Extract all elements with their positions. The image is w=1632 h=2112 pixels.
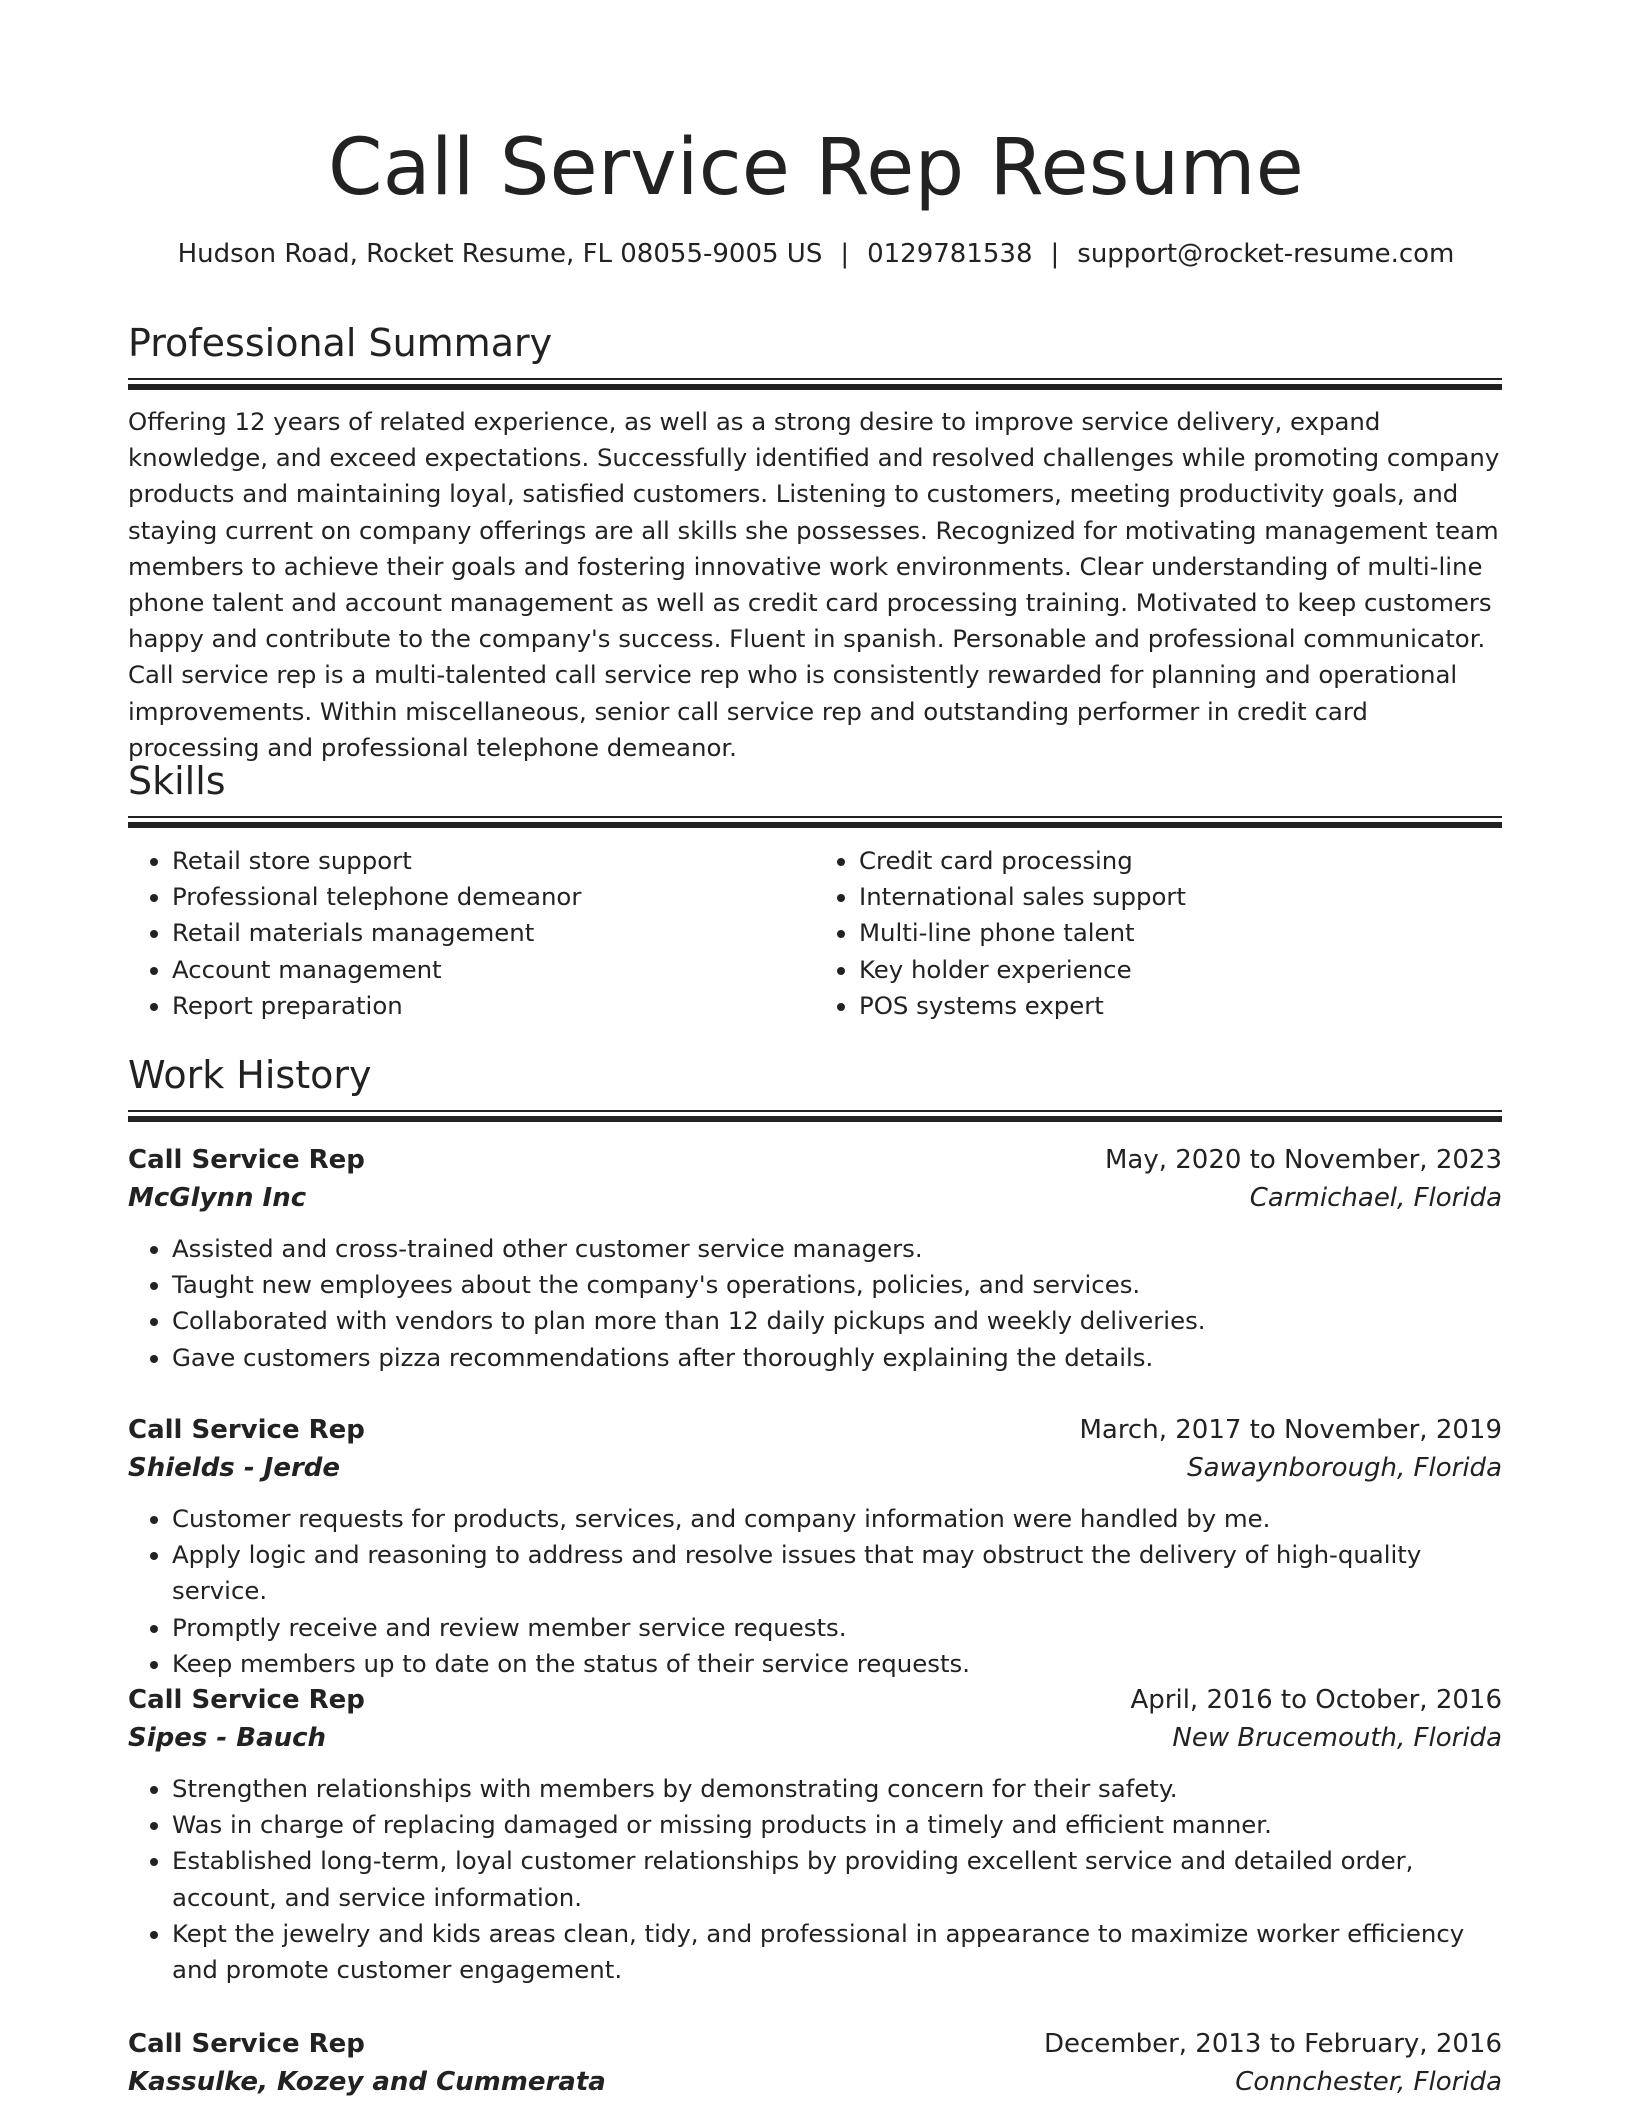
contact-line	[0, 236, 1632, 272]
job-title: Call Service Rep	[128, 1685, 365, 1715]
summary-section-header	[128, 318, 1502, 390]
skill-item: • Account management	[172, 952, 815, 988]
job-duties	[128, 1771, 1502, 1988]
job-dates: April, 2016 to October, 2016	[1130, 1685, 1502, 1715]
job-duty: • Kept the jewelry and kids areas clean, tidy, and professional in appearance to maximize worker efficiency and promote customer engagement.	[172, 1916, 1502, 1988]
job-entry	[128, 1141, 1502, 1376]
job-location: Carmichael, Florida	[1249, 1183, 1502, 1213]
job-company: Kassulke, Kozey and Cummerata	[128, 2067, 606, 2097]
skill-item: • Retail store support	[172, 843, 815, 879]
job-dates: December, 2013 to February, 2016	[1043, 2029, 1502, 2059]
skills-section-header	[128, 756, 1502, 828]
contact-phone: 0129781538	[867, 239, 1033, 269]
job-location: Connchester, Florida	[1235, 2067, 1502, 2097]
job-location: Sawaynborough, Florida	[1187, 1453, 1502, 1483]
section-divider	[128, 1116, 1502, 1122]
skills-column-right	[815, 843, 1502, 1024]
job-duty: • Apply logic and reasoning to address and resolve issues that may obstruct the delivery of high-quality service.	[172, 1537, 1502, 1609]
job-duty: • Keep members up to date on the status of their service requests.	[172, 1646, 1502, 1682]
job-duties	[128, 1501, 1502, 1682]
skill-item: • International sales support	[859, 879, 1502, 915]
section-divider	[128, 816, 1502, 818]
job-duty: • Promptly receive and review member service requests.	[172, 1610, 1502, 1646]
job-title: Call Service Rep	[128, 1415, 365, 1445]
job-entry	[128, 2025, 1502, 2101]
job-duty: • Customer requests for products, services, and company information were handled by me.	[172, 1501, 1502, 1537]
job-company: Shields - Jerde	[128, 1453, 341, 1483]
contact-separator: |	[1050, 239, 1060, 269]
job-duty: • Established long-term, loyal customer relationships by providing excellent service and detailed order, account, and service information.	[172, 1843, 1502, 1915]
job-duty: • Strengthen relationships with members by demonstrating concern for their safety.	[172, 1771, 1502, 1807]
skill-item: • Credit card processing	[859, 843, 1502, 879]
job-title: Call Service Rep	[128, 2029, 365, 2059]
job-location: New Brucemouth, Florida	[1172, 1723, 1502, 1753]
section-divider	[128, 378, 1502, 380]
job-duty: • Taught new employees about the company's operations, policies, and services.	[172, 1267, 1502, 1303]
job-company: McGlynn Inc	[128, 1183, 307, 1213]
section-divider	[128, 384, 1502, 390]
skill-item: • POS systems expert	[859, 988, 1502, 1024]
summary-heading: Professional Summary	[128, 321, 553, 365]
job-dates: May, 2020 to November, 2023	[1104, 1145, 1502, 1175]
skill-item: • Professional telephone demeanor	[172, 879, 815, 915]
skills-column-left	[128, 843, 815, 1024]
contact-address: Hudson Road, Rocket Resume, FL 08055-9005 US	[177, 239, 823, 269]
skill-item: • Retail materials management	[172, 915, 815, 951]
skills-list	[128, 843, 1502, 1024]
job-duty: • Assisted and cross-trained other customer service managers.	[172, 1231, 1502, 1267]
job-duties	[128, 1231, 1502, 1376]
skills-heading: Skills	[128, 759, 226, 803]
summary-text: Offering 12 years of related experience, as well as a strong desire to improve service delivery, expand knowledge, and exceed expectations. Successfully identified and resolved challenges while promoting company products and maintaining loyal, satisfied customers. Listening to customers, meeting productivity goals, and staying current on company offerings are all skills she possesses. Recognized for motivating management team members to achieve their goals and fostering innovative work environments. Clear understanding of multi-line phone talent and account management as well as credit card processing training. Motivated to keep customers happy and contribute to the company's success. Fluent in spanish. Personable and professional communicator. Call service rep is a multi-talented call service rep who is consistently rewarded for planning and operational improvements. Within miscellaneous, senior call service rep and outstanding performer in credit card processing and professional telephone demeanor.	[128, 407, 1500, 762]
skill-item: • Report preparation	[172, 988, 815, 1024]
job-duty: • Was in charge of replacing damaged or missing products in a timely and efficient manner.	[172, 1807, 1502, 1843]
job-duty: • Gave customers pizza recommendations after thoroughly explaining the details.	[172, 1340, 1502, 1376]
skill-item: • Multi-line phone talent	[859, 915, 1502, 951]
page-title: Call Service Rep Resume	[327, 123, 1305, 213]
contact-email[interactable]: support@rocket-resume.com	[1077, 239, 1455, 269]
job-title: Call Service Rep	[128, 1145, 365, 1175]
contact-separator: |	[840, 239, 850, 269]
work-heading: Work History	[128, 1053, 372, 1097]
job-dates: March, 2017 to November, 2019	[1079, 1415, 1502, 1445]
work-section-header	[128, 1050, 1502, 1122]
job-duty: • Collaborated with vendors to plan more than 12 daily pickups and weekly deliveries.	[172, 1303, 1502, 1339]
job-entry	[128, 1681, 1502, 1988]
skill-item: • Key holder experience	[859, 952, 1502, 988]
section-divider	[128, 822, 1502, 828]
job-entry	[128, 1411, 1502, 1682]
job-company: Sipes - Bauch	[128, 1723, 327, 1753]
section-divider	[128, 1110, 1502, 1112]
